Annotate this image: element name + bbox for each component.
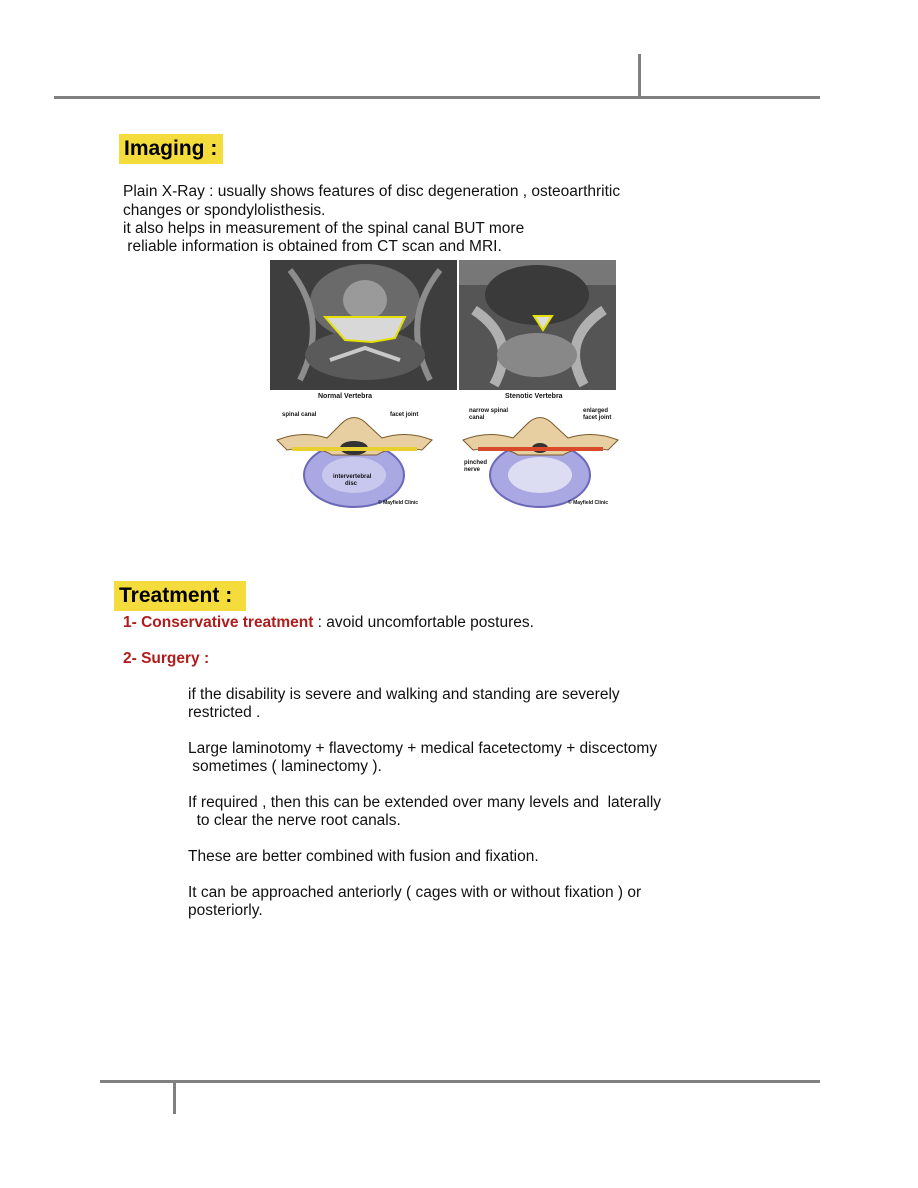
normal-mri-image — [270, 260, 457, 390]
normal-label-disc: intervertebral disc — [333, 474, 372, 487]
surgery-para-4-line-1: These are better combined with fusion and fixation. — [188, 848, 539, 865]
surgery-para-1-line-2: restricted . — [188, 704, 261, 721]
imaging-line-1: Plain X-Ray : usually shows features of disc degeneration , osteoarthritic — [123, 183, 621, 200]
spine-figure — [268, 260, 628, 510]
stenotic-mri-drawing — [459, 260, 616, 390]
imaging-line-4: reliable information is obtained from CT scan and MRI. — [123, 238, 502, 255]
surgery-para-5-line-1: It can be approached anteriorly ( cages with or without fixation ) or — [188, 884, 642, 901]
surgery-title: 2- Surgery : — [123, 650, 210, 667]
treatment-item-1 — [123, 614, 534, 632]
imaging-heading: Imaging : — [119, 134, 223, 164]
header-divider — [638, 54, 641, 98]
stenotic-label-credit: © Mayfield Clinic — [568, 500, 609, 506]
conservative-treatment-text: : avoid uncomfortable postures. — [313, 614, 534, 631]
imaging-line-3: it also helps in measurement of the spinal canal BUT more — [123, 220, 525, 237]
surgery-para-3-line-2: to clear the nerve root canals. — [188, 812, 401, 829]
treatment-heading: Treatment : — [114, 581, 246, 611]
surgery-para-3-line-1: If required , then this can be extended over many levels and laterally — [188, 794, 662, 811]
surgery-para-5-line-2: posteriorly. — [188, 902, 263, 919]
stenotic-caption: Stenotic Vertebra — [505, 393, 563, 400]
header-rule — [54, 96, 820, 99]
surgery-para-2-line-1: Large laminotomy + flavectomy + medical facetectomy + discectomy — [188, 740, 658, 757]
normal-mri-drawing — [270, 260, 457, 390]
stenotic-label-narrow-canal: narrow spinal canal — [469, 408, 509, 421]
surgery-para-2-line-2: sometimes ( laminectomy ). — [188, 758, 382, 775]
stenotic-label-enlarged-facet: enlarged facet joint — [583, 408, 612, 421]
normal-label-spinal-canal: spinal canal — [282, 412, 317, 418]
conservative-treatment-title: 1- Conservative treatment — [123, 614, 314, 631]
surgery-para-1-line-1: if the disability is severe and walking and standing are severely — [188, 686, 620, 703]
imaging-line-2: changes or spondylolisthesis. — [123, 202, 326, 219]
stenotic-label-pinched-nerve: pinched nerve — [464, 460, 488, 473]
footer-divider — [173, 1082, 176, 1114]
normal-label-credit: © Mayfield Clinic — [378, 500, 419, 506]
stenotic-mri-image — [459, 260, 616, 390]
normal-label-facet-joint: facet joint — [390, 412, 419, 418]
normal-caption: Normal Vertebra — [318, 393, 373, 400]
footer-rule — [100, 1080, 820, 1083]
